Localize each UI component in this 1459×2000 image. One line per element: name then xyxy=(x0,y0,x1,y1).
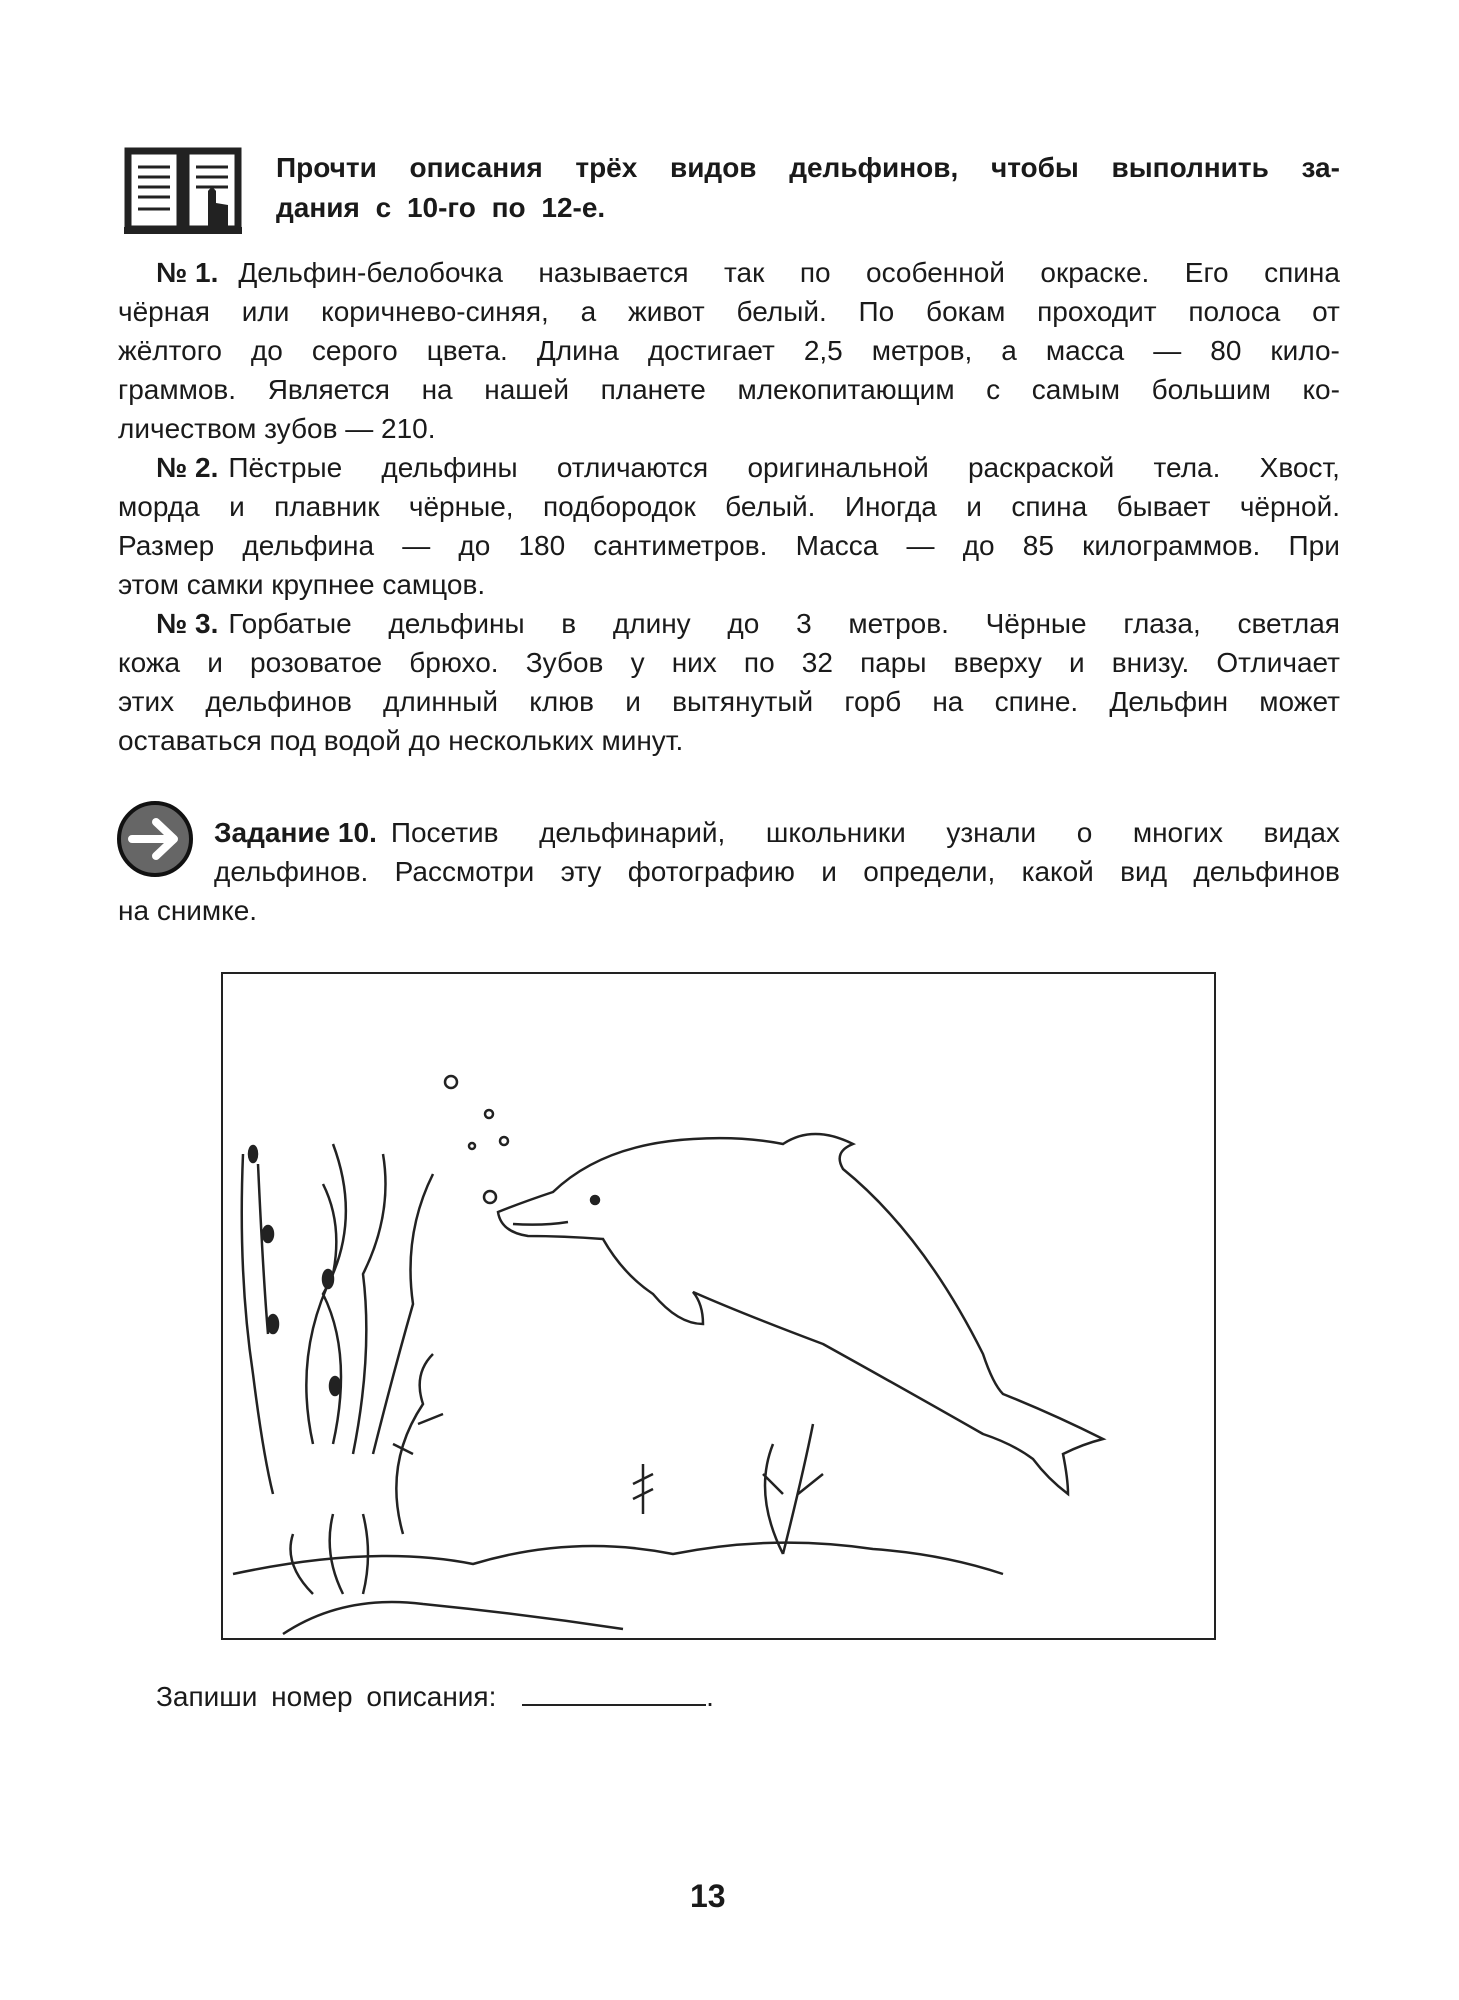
description-text: Пёстрые дельфины отличаются оригинальной раскраской тела. Хвост, xyxy=(228,452,1340,483)
intro-line: дания с 10-го по 12-е. xyxy=(276,192,606,223)
description-1 xyxy=(118,253,1340,448)
description-line: этом самки крупнее самцов. xyxy=(118,569,486,600)
answer-input[interactable] xyxy=(522,1676,706,1706)
description-text: Дельфин-белобочка называется так по особенной окраске. Его спина xyxy=(238,257,1340,288)
description-line: кожа и розоватое брюхо. Зубов у них по 32 пары вверху и внизу. Отличает xyxy=(118,647,1340,678)
book-icon xyxy=(124,143,242,235)
answer-end: . xyxy=(706,1681,714,1712)
description-line xyxy=(118,448,1340,487)
task-line xyxy=(118,813,1340,852)
intro-text xyxy=(276,148,1340,228)
seabed xyxy=(233,1543,1003,1574)
answer-label: Запиши номер описания: xyxy=(156,1681,497,1712)
description-line: этих дельфинов длинный клюв и вытянутый горб на спине. Дельфин может xyxy=(118,686,1340,717)
task-line: дельфинов. Рассмотри эту фотографию и определи, какой вид дельфинов xyxy=(214,856,1340,887)
description-line: граммов. Является на нашей планете млекопитающим с самым большим ко- xyxy=(118,374,1340,405)
description-line: личеством зубов — 210. xyxy=(118,413,436,444)
seaweed xyxy=(306,1144,433,1454)
coral xyxy=(393,1354,823,1554)
task-line: на снимке. xyxy=(118,895,258,926)
page-number: 13 xyxy=(690,1878,726,1914)
description-line: оставаться под водой до нескольких минут. xyxy=(118,725,684,756)
description-line: чёрная или коричнево-синяя, а живот белый. По бокам проходит полоса от xyxy=(118,296,1340,327)
intro-line: Прочти описания трёх видов дельфинов, чтобы выполнить за- xyxy=(276,152,1340,183)
description-line xyxy=(118,604,1340,643)
answer-row xyxy=(156,1676,714,1717)
description-line: жёлтого до серого цвета. Длина достигает 2,5 метров, а масса — 80 кило- xyxy=(118,335,1340,366)
task-10 xyxy=(118,813,1340,930)
task-text: Посетив дельфинарий, школьники узнали о многих видах xyxy=(390,817,1340,848)
description-text: Горбатые дельфины в длину до 3 метров. Чёрные глаза, светлая xyxy=(228,608,1340,639)
description-2 xyxy=(118,448,1340,604)
dolphin-illustration xyxy=(221,972,1216,1640)
description-line xyxy=(118,253,1340,292)
task-title: Задание 10. xyxy=(214,817,377,848)
bubbles xyxy=(445,1076,508,1203)
dolphin xyxy=(498,1134,1103,1494)
description-3 xyxy=(118,604,1340,760)
description-number: № 3. xyxy=(156,608,219,639)
descriptions xyxy=(118,253,1340,760)
description-number: № 1. xyxy=(156,257,219,288)
description-line: Размер дельфина — до 180 сантиметров. Масса — до 85 килограммов. При xyxy=(118,530,1340,561)
description-line: морда и плавник чёрные, подбородок белый. Иногда и спина бывает чёрной. xyxy=(118,491,1340,522)
description-number: № 2. xyxy=(156,452,219,483)
